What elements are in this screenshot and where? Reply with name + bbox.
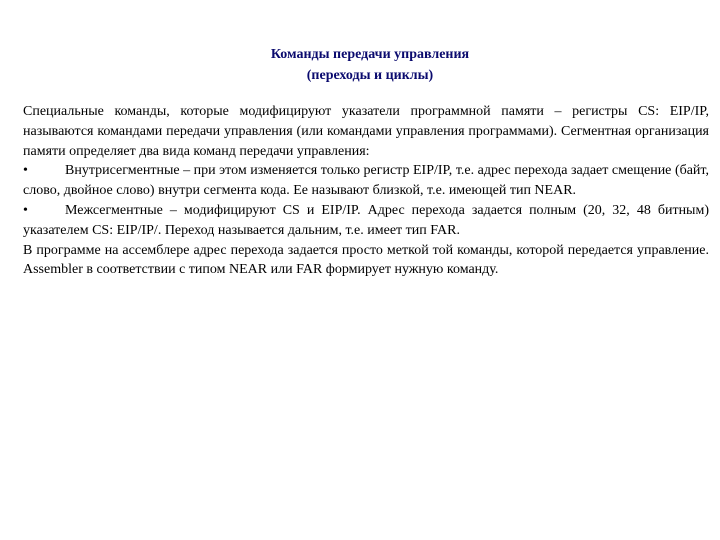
slide-body xyxy=(23,102,709,280)
slide-title xyxy=(0,44,720,86)
bullet-text: Межсегментные – модифицируют CS и EIP/IP. Адрес перехода задается полным (20, 32, 48 битным) указателем CS: EIP/IP/. Переход называется дальним, т.е. имеет тип FAR. xyxy=(23,202,709,238)
intro-paragraph: Специальные команды, которые модифицируют указатели программной памяти – регистры CS: EIP/IP, называются командами передачи управления (или командами управления программами). Сегментная организация памяти определяет два вида команд передачи управления: xyxy=(23,104,709,159)
bullet-item-intrasegment xyxy=(23,161,709,201)
bullet-item-intersegment xyxy=(23,201,709,241)
closing-paragraph: В программе на ассемблере адрес перехода задается просто меткой той команды, которой передается управление. Assembler в соответствии с типом NEAR или FAR формирует нужную команду. xyxy=(23,242,709,278)
bullet-text: Внутрисегментные – при этом изменяется только регистр EIP/IP, т.е. адрес перехода задает смещение (байт, слово, двойное слово) внутри сегмента кода. Ее называют близкой, т.е. имеющей тип NEAR. xyxy=(23,163,709,199)
bullet-icon: • xyxy=(23,163,28,179)
title-line-1: Команды передачи управления xyxy=(270,47,470,62)
bullet-icon: • xyxy=(23,202,28,218)
title-line-2: (переходы и циклы) xyxy=(306,68,434,83)
